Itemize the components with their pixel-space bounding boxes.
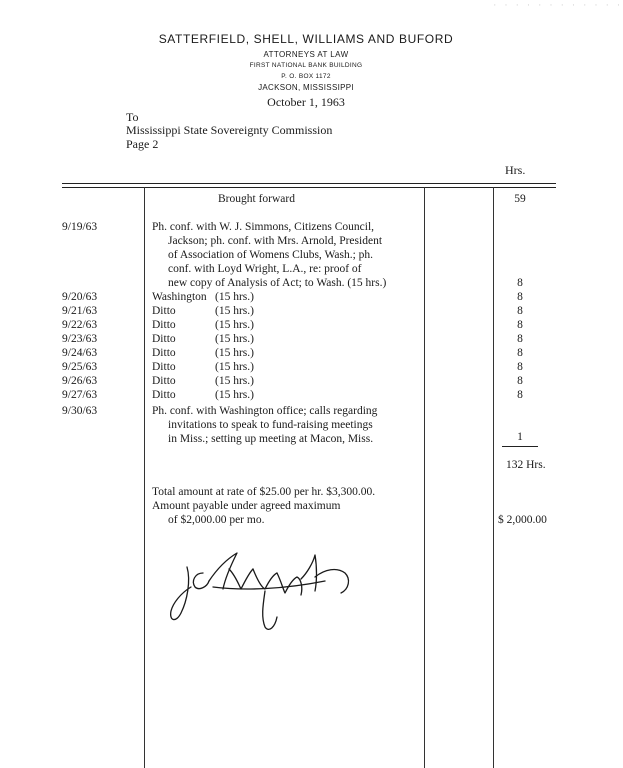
entry-text: in Miss.; setting up meeting at Macon, Miss.	[168, 433, 374, 445]
entry-item-hours: (15 hrs.)	[215, 319, 254, 331]
entry-item-hours: (15 hrs.)	[215, 375, 254, 387]
entry-item: Ditto	[152, 389, 176, 401]
entry-text: Jackson; ph. conf. with Mrs. Arnold, President	[168, 235, 383, 247]
entry-text: of Association of Womens Clubs, Wash.; ph.	[168, 249, 374, 261]
letterhead-line-4: JACKSON, MISSISSIPPI	[258, 83, 354, 92]
column-divider-left	[144, 187, 145, 768]
entry-text: new copy of Analysis of Act; to Wash. (15 hrs.)	[168, 277, 387, 289]
handwritten-signature	[165, 545, 365, 635]
maximum-line: of $2,000.00 per mo.	[168, 514, 265, 526]
column-divider-middle	[424, 187, 425, 768]
entry-item: Ditto	[152, 305, 176, 317]
entry-hours: 8	[517, 347, 523, 359]
entry-text: invitations to speak to fund-raising meetings	[168, 419, 373, 431]
to-label: To	[126, 110, 139, 124]
entry-date: 9/24/63	[62, 347, 98, 359]
entry-item-hours: (15 hrs.)	[215, 389, 254, 401]
entry-item-hours: (15 hrs.)	[215, 347, 254, 359]
letterhead-line-1: ATTORNEYS AT LAW	[263, 50, 349, 59]
entry-date: 9/25/63	[62, 361, 98, 373]
entry-item: Ditto	[152, 347, 176, 359]
letter-date: October 1, 1963	[267, 95, 345, 109]
entry-item: Ditto	[152, 375, 176, 387]
page-number: Page 2	[126, 137, 159, 151]
brought-forward-hours: 59	[514, 193, 526, 205]
entry-hours: 8	[517, 333, 523, 345]
entry-item: Washington	[152, 291, 207, 303]
entry-date: 9/27/63	[62, 389, 98, 401]
entry-item: Ditto	[152, 319, 176, 331]
entry-date: 9/26/63	[62, 375, 98, 387]
firm-name: SATTERFIELD, SHELL, WILLIAMS AND BUFORD	[158, 32, 454, 46]
entry-hours: 8	[517, 277, 523, 289]
payable-line: Amount payable under agreed maximum	[152, 500, 341, 512]
brought-forward-label: Brought forward	[218, 193, 295, 205]
entry-date: 9/20/63	[62, 291, 98, 303]
entry-item-hours: (15 hrs.)	[215, 361, 254, 373]
sum-underline	[502, 446, 538, 447]
table-top-rule	[62, 183, 556, 184]
hours-column-header: Hrs.	[505, 163, 526, 177]
entry-item-hours: (15 hrs.)	[215, 291, 254, 303]
entry-text: Ph. conf. with Washington office; calls regarding	[152, 405, 378, 417]
amount-payable: $ 2,000.00	[498, 514, 547, 526]
entry-hours: 8	[517, 361, 523, 373]
entry-hours: 8	[517, 389, 523, 401]
entry-item-hours: (15 hrs.)	[215, 333, 254, 345]
entry-date: 9/22/63	[62, 319, 98, 331]
recipient: Mississippi State Sovereignty Commission	[126, 123, 333, 137]
total-hours: 132 Hrs.	[506, 459, 546, 471]
total-amount-line: Total amount at rate of $25.00 per hr. $3,300.00.	[152, 486, 376, 498]
entry-hours: 8	[517, 319, 523, 331]
entry-item: Ditto	[152, 361, 176, 373]
entry-text: conf. with Loyd Wright, L.A., re: proof of	[168, 263, 362, 275]
column-divider-right	[493, 187, 494, 768]
entry-text: Ph. conf. with W. J. Simmons, Citizens Council,	[152, 221, 375, 233]
entry-date: 9/21/63	[62, 305, 98, 317]
entry-hours: 1	[517, 431, 523, 443]
entry-hours: 8	[517, 375, 523, 387]
entry-item: Ditto	[152, 333, 176, 345]
entry-item-hours: (15 hrs.)	[215, 305, 254, 317]
entry-hours: 8	[517, 291, 523, 303]
letterhead-line-3: P. O. BOX 1172	[281, 73, 331, 80]
entry-date: 9/30/63	[62, 405, 98, 417]
table-top-rule-2	[62, 187, 556, 188]
entry-date: 9/19/63	[62, 221, 98, 233]
entry-hours: 8	[517, 305, 523, 317]
letterhead-line-2: FIRST NATIONAL BANK BUILDING	[249, 62, 363, 69]
entry-date: 9/23/63	[62, 333, 98, 345]
top-dotted-margin: · · · · · · · · · · · ·	[493, 0, 623, 10]
